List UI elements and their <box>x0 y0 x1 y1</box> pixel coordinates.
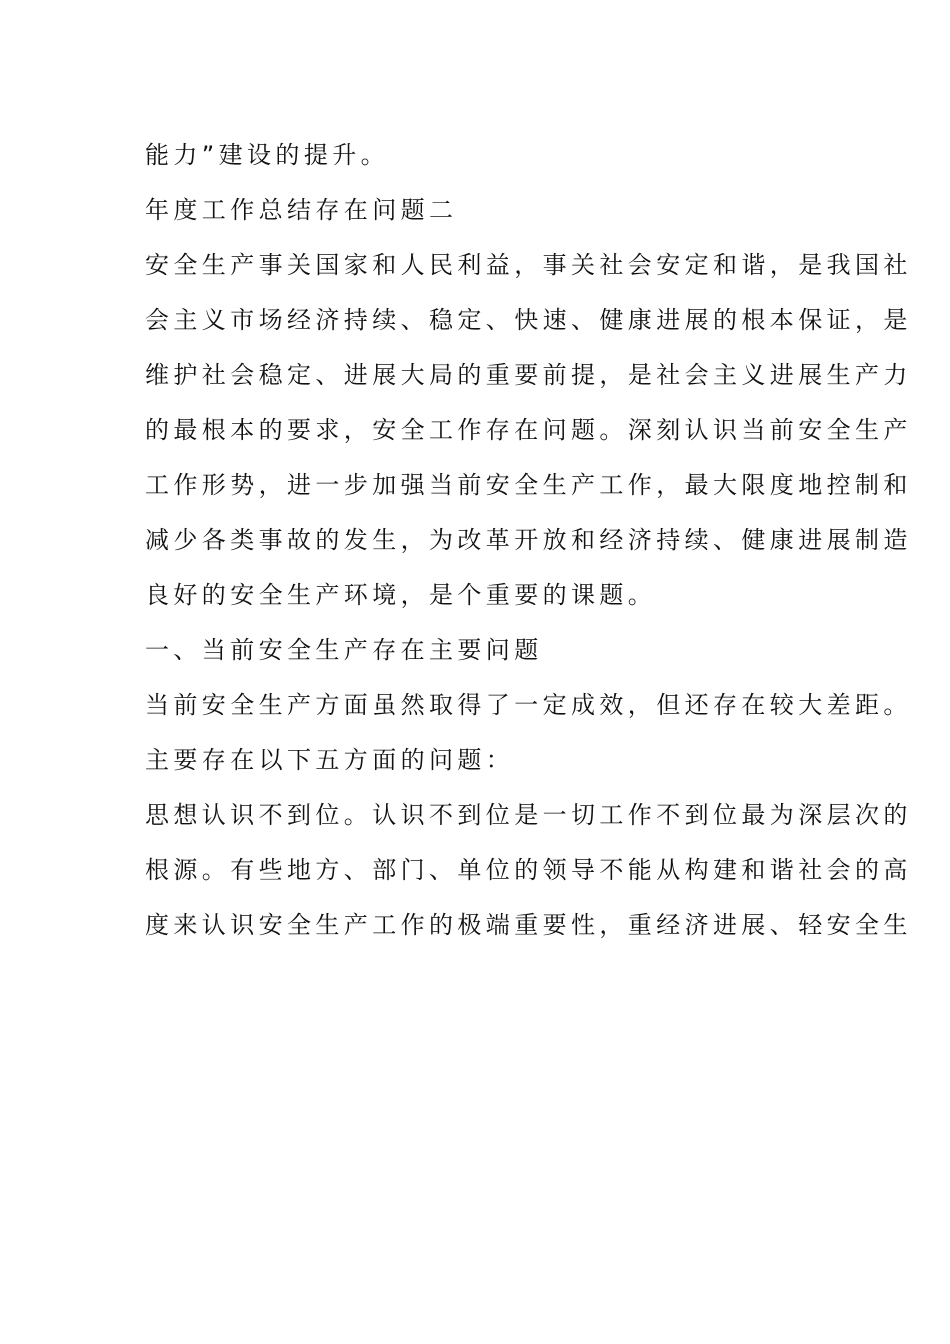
section-heading: 一、当前安全生产存在主要问题 <box>145 636 543 664</box>
document-body <box>145 128 912 953</box>
text-line: 安全生产事关国家和人民利益，事关社会安定和谐，是我国社 <box>145 251 912 279</box>
text-line: 维护社会稳定、进展大局的重要前提，是社会主义进展生产力 <box>145 361 912 389</box>
text-line: 能力”建设的提升。 <box>145 141 390 169</box>
text-line: 思想认识不到位。认识不到位是一切工作不到位最为深层次的 <box>145 801 912 829</box>
text-line: 度来认识安全生产工作的极端重要性，重经济进展、轻安全生 <box>145 911 912 939</box>
text-line: 会主义市场经济持续、稳定、快速、健康进展的根本保证，是 <box>145 306 912 334</box>
section-heading: 年度工作总结存在问题二 <box>145 196 458 224</box>
text-line: 根源。有些地方、部门、单位的领导不能从构建和谐社会的高 <box>145 856 912 884</box>
text-line: 当前安全生产方面虽然取得了一定成效，但还存在较大差距。 <box>145 691 912 719</box>
text-line: 主要存在以下五方面的问题： <box>145 746 515 774</box>
text-line: 的最根本的要求，安全工作存在问题。深刻认识当前安全生产 <box>145 416 912 444</box>
text-line: 工作形势，进一步加强当前安全生产工作，最大限度地控制和 <box>145 471 912 499</box>
text-line: 良好的安全生产环境，是个重要的课题。 <box>145 581 657 609</box>
text-line: 减少各类事故的发生，为改革开放和经济持续、健康进展制造 <box>145 526 912 554</box>
